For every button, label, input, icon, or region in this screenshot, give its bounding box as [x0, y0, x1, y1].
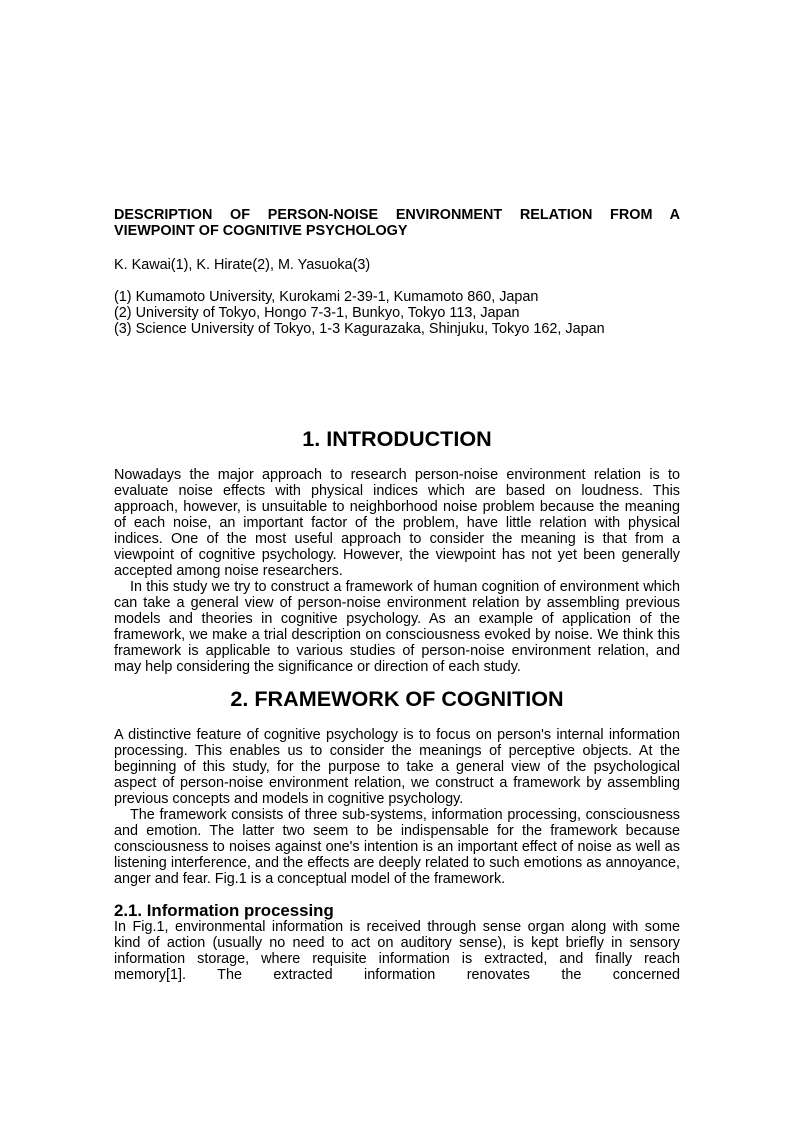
section-heading-introduction: 1. INTRODUCTION [302, 426, 492, 451]
paper-title: DESCRIPTION OF PERSON-NOISE ENVIRONMENT RELATION FROM A VIEWPOINT OF COGNITIVE PSYCHOLOGY [114, 207, 680, 239]
framework-paragraph-1: A distinctive feature of cognitive psychology is to focus on person's internal information processing. This enables us to consider the meanings of perceptive objects. At the beginning of this study, for the purpose to take a general view of the psychological aspect of person-noise environment relation, we construct a framework by assembling previous concepts and models in cognitive psychology. [114, 727, 680, 807]
subsection-heading-information-processing: 2.1. Information processing [114, 901, 334, 920]
author-list: K. Kawai(1), K. Hirate(2), M. Yasuoka(3) [114, 257, 371, 273]
paper-page [114, 207, 680, 983]
information-processing-paragraph-1: In Fig.1, environmental information is received through sense organ along with some kind of action (usually no need to act on auditory sense), is kept briefly in sensory information storage, where requisite information is extracted, and finally reach memory[1]. The extracted information renovates the concerned [114, 919, 680, 983]
affiliation-item: (2) University of Tokyo, Hongo 7-3-1, Bunkyo, Tokyo 113, Japan [114, 305, 520, 321]
intro-paragraph-2: In this study we try to construct a framework of human cognition of environment which can take a general view of person-noise environment relation by assembling previous models and theories in cognitive psychology. As an example of application of the framework, we make a trial description on consciousness evoked by noise. We think this framework is applicable to various studies of person-noise environment relation, and may help considering the significance or direction of each study. [114, 579, 680, 675]
section-heading-framework: 2. FRAMEWORK OF COGNITION [230, 686, 564, 711]
affiliation-item: (1) Kumamoto University, Kurokami 2-39-1, Kumamoto 860, Japan [114, 289, 539, 305]
affiliation-list [114, 289, 680, 337]
framework-paragraph-2: The framework consists of three sub-systems, information processing, consciousness and emotion. The latter two seem to be indispensable for the framework because consciousness to noises against one's intention is an important effect of noise as well as listening interference, and the effects are deeply related to such emotions as annoyance, anger and fear. Fig.1 is a conceptual model of the framework. [114, 807, 680, 887]
affiliation-item: (3) Science University of Tokyo, 1-3 Kagurazaka, Shinjuku, Tokyo 162, Japan [114, 321, 605, 337]
intro-paragraph-1: Nowadays the major approach to research person-noise environment relation is to evaluate noise effects with physical indices which are based on loudness. This approach, however, is unsuitable to neighborhood noise problem because the meaning of each noise, an important factor of the problem, have little relation with physical indices. One of the most useful approach to consider the meaning is that from a viewpoint of cognitive psychology. However, the viewpoint has not yet been generally accepted among noise researchers. [114, 467, 680, 579]
